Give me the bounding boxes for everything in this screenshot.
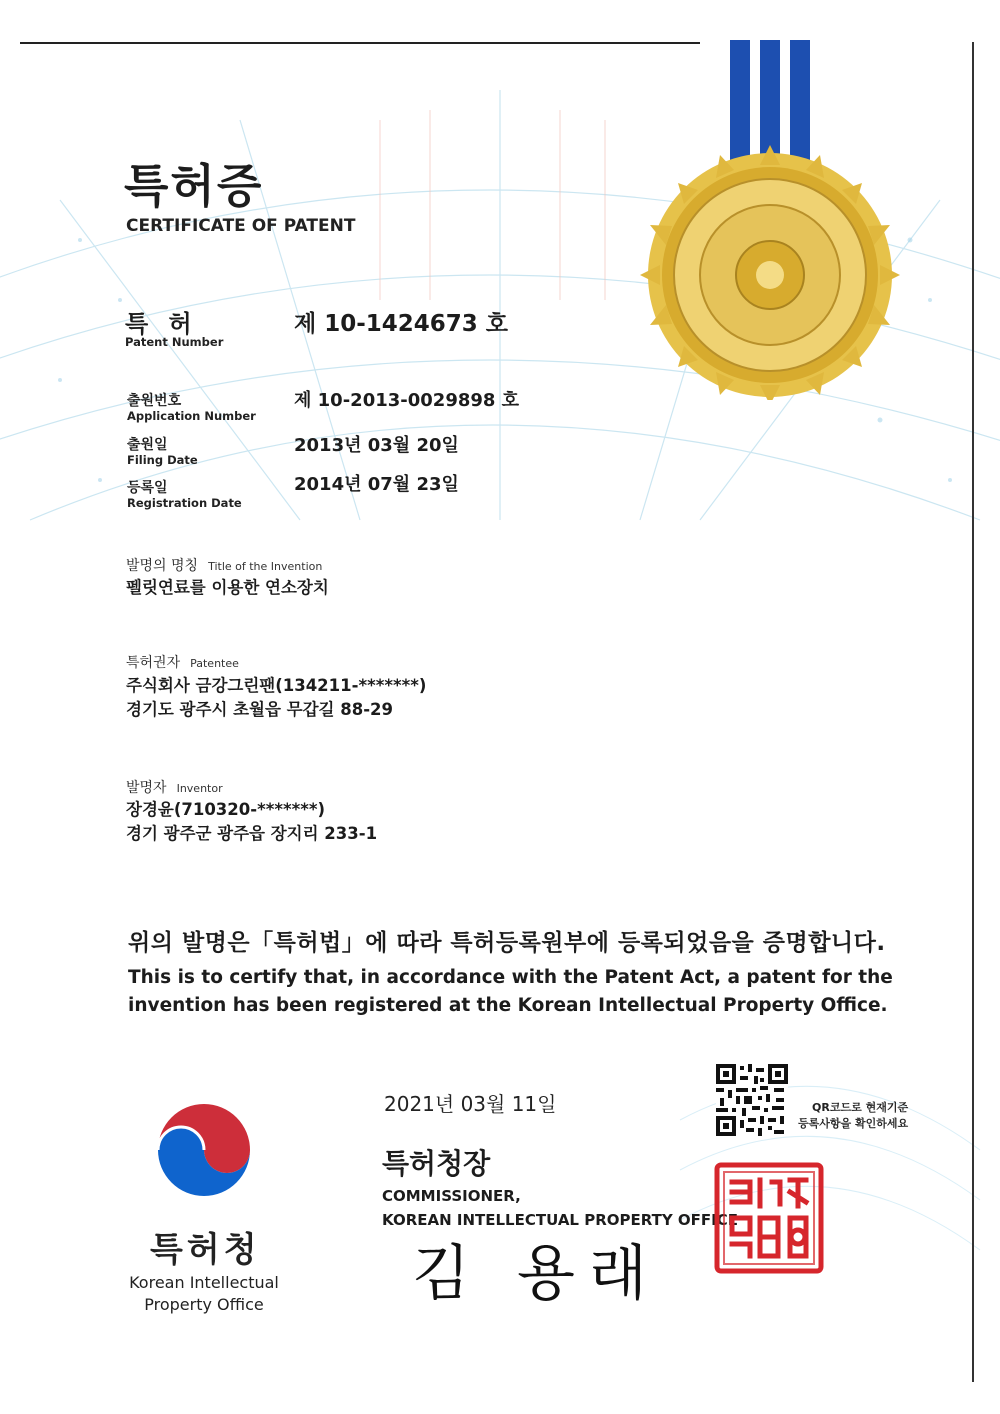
certification-text-en-line1: This is to certify that, in accordance with the Patent Act, a patent for the [128, 967, 893, 988]
office-name-en-line1: Korean Intellectual [129, 1273, 279, 1292]
certification-text-en [128, 964, 928, 1020]
certificate-title-en: CERTIFICATE OF PATENT [126, 216, 356, 236]
qr-caption-line1: QR코드로 현재기준 [812, 1101, 909, 1114]
registration-date-label-ko: 등록일 [127, 480, 168, 496]
office-name-en [116, 1272, 292, 1316]
application-number-value: 제 10-2013-0029898 호 [294, 390, 520, 411]
patentee-label-ko: 특허권자 [126, 655, 181, 671]
gold-seal-icon [640, 40, 940, 400]
top-rule [20, 42, 700, 44]
office-name-en-line2: Property Office [144, 1295, 264, 1314]
patentee-label-en: Patentee [190, 657, 239, 670]
kipo-logo-icon [148, 1094, 260, 1212]
office-name-ko: 특허청 [150, 1230, 261, 1270]
filing-date-label-en: Filing Date [127, 453, 198, 467]
qr-code-icon[interactable] [716, 1064, 788, 1136]
commissioner-title-en-line2: KOREAN INTELLECTUAL PROPERTY OFFICE [382, 1211, 739, 1229]
application-number-label-en: Application Number [127, 409, 256, 423]
qr-caption [798, 1100, 908, 1132]
patentee-address: 경기도 광주시 초월읍 무갑길 88-29 [126, 700, 394, 719]
registration-date-label-en: Registration Date [127, 496, 242, 510]
registration-date-value: 2014년 07월 23일 [294, 474, 459, 495]
invention-label-ko: 발명의 명칭 [126, 558, 199, 574]
certificate-title-ko: 특허증 [124, 159, 264, 213]
commissioner-signature: 김 용래 [412, 1239, 661, 1309]
qr-caption-line2: 등록사항을 확인하세요 [798, 1117, 909, 1130]
invention-label-en: Title of the Invention [208, 560, 323, 573]
commissioner-title-ko: 특허청장 [382, 1147, 491, 1180]
patent-number-label-ko: 특 허 [125, 310, 198, 338]
commissioner-title-en [382, 1184, 738, 1232]
issue-date: 2021년 03월 11일 [384, 1092, 557, 1116]
invention-title: 펠릿연료를 이용한 연소장치 [126, 578, 329, 597]
application-number-label-ko: 출원번호 [127, 393, 182, 409]
filing-date-value: 2013년 03월 20일 [294, 435, 459, 456]
inventor-name: 장경윤(710320-*******) [126, 800, 326, 819]
official-seal-icon [714, 1162, 824, 1274]
certification-text-ko: 위의 발명은「특허법」에 따라 특허등록원부에 등록되었음을 증명합니다. [128, 930, 886, 956]
inventor-label-en: Inventor [176, 782, 223, 795]
patent-number-value: 제 10-1424673 호 [294, 311, 509, 337]
commissioner-title-en-line1: COMMISSIONER, [382, 1187, 521, 1205]
inventor-label [126, 777, 223, 797]
patentee-label [126, 652, 239, 672]
inventor-address: 경기 광주군 광주읍 장지리 233-1 [126, 824, 378, 843]
filing-date-label-ko: 출원일 [127, 437, 168, 453]
invention-label [126, 555, 322, 575]
inventor-label-ko: 발명자 [126, 780, 167, 796]
certification-text-en-line2: invention has been registered at the Korean Intellectual Property Office. [128, 995, 888, 1016]
patent-number-label-en: Patent Number [125, 335, 224, 349]
right-rule [972, 42, 974, 1382]
patentee-name: 주식회사 금강그린팬(134211-*******) [126, 676, 427, 695]
